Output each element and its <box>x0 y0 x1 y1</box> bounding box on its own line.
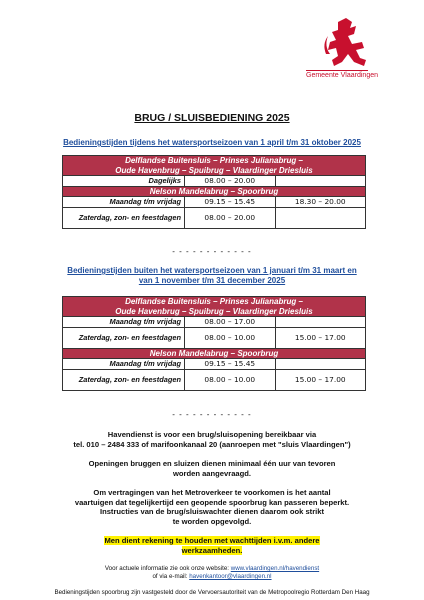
heading-line: van 1 november t/m 31 december 2025 <box>138 276 286 285</box>
text-line: worden aangevraagd. <box>172 468 252 478</box>
text-line: tel. 010 – 2484 333 of marifoonkanaal 20 (aanroepen met "sluis Vlaardingen") <box>73 439 351 449</box>
footer-info <box>20 565 404 581</box>
separator: - - - - - - - - - - - - <box>172 247 252 256</box>
row-label: Zaterdag, zon- en feestdagen <box>63 327 185 348</box>
row-label: Maandag t/m vrijdag <box>63 197 185 208</box>
logo-text: Gemeente Vlaardingen <box>306 72 378 79</box>
table-row <box>63 359 366 370</box>
email-link[interactable]: havenkantoor@vlaardingen.nl <box>189 573 272 580</box>
season1-heading: Bedieningstijden tijdens het watersportseizoen van 1 april t/m 31 oktober 2025 <box>63 138 361 147</box>
table-row <box>63 176 366 187</box>
row-time-2: 18.30 – 20.00 <box>275 197 366 208</box>
row-time-1: 08.00 – 20.00 <box>185 207 276 228</box>
row-time-2 <box>275 359 366 370</box>
title-line: Delflandse Buitensluis – Prinses Julianabrug – <box>125 297 303 306</box>
advance-notice-paragraph <box>20 459 404 478</box>
text-line: vaartuigen dat tegelijkertijd een geopende spoorbrug kan passeren beperkt. <box>74 497 350 507</box>
row-time-1: 08.00 – 10.00 <box>185 369 276 390</box>
row-time-1: 08.00 – 20.00 <box>185 176 276 187</box>
heading-line: Bedieningstijden buiten het watersportseizoen van 1 januari t/m 31 maart en <box>67 266 357 275</box>
footer-text: of via e-mail: <box>152 573 190 580</box>
table-row <box>63 369 366 390</box>
row-label: Maandag t/m vrijdag <box>63 359 185 370</box>
row-time-2: 15.00 – 17.00 <box>275 327 366 348</box>
text-line: Openingen bruggen en sluizen dienen minimaal één uur van tevoren <box>88 459 336 468</box>
season1-group1-title <box>63 156 366 176</box>
footer-text: Voor actuele informatie zie ook onze website: <box>104 565 231 572</box>
row-label: Zaterdag, zon- en feestdagen <box>63 369 185 390</box>
row-label: Maandag t/m vrijdag <box>63 317 185 328</box>
page-title: BRUG / SLUISBEDIENING 2025 <box>134 112 290 124</box>
table-row <box>63 207 366 228</box>
table-row <box>63 197 366 208</box>
logo-divider <box>306 70 368 71</box>
text-line: Om vertragingen van het Metroverkeer te voorkomen is het aantal <box>93 488 331 497</box>
lion-crest-icon <box>318 14 374 70</box>
row-label: Dagelijks <box>63 176 185 187</box>
highlight-line: Men dient rekening te houden met wachttijden i.v.m. andere <box>104 536 320 545</box>
row-time-2: 15.00 – 17.00 <box>275 369 366 390</box>
text-line: Instructies van de brug/sluiswachter dienen daarom ook strikt <box>99 507 325 516</box>
season1-table <box>62 155 366 229</box>
row-time-1: 08.00 – 10.00 <box>185 327 276 348</box>
season2-group2-title: Nelson Mandelabrug – Spoorbrug <box>63 348 366 359</box>
season2-heading <box>20 266 404 286</box>
row-time-1: 09.15 – 15.45 <box>185 359 276 370</box>
separator: - - - - - - - - - - - - <box>172 410 252 419</box>
title-line: Delflandse Buitensluis – Prinses Julianabrug – <box>125 156 303 165</box>
website-link[interactable]: www.vlaardingen.nl/havendienst <box>230 565 320 572</box>
row-time-2 <box>275 176 366 187</box>
season1-group2-title: Nelson Mandelabrug – Spoorbrug <box>63 186 366 197</box>
text-line: Havendienst is voor een brug/sluisopening bereikbaar via <box>107 430 317 439</box>
waiting-time-notice <box>20 536 404 555</box>
row-label: Zaterdag, zon- en feestdagen <box>63 207 185 228</box>
season2-table <box>62 296 366 391</box>
contact-paragraph <box>20 430 404 449</box>
table-row <box>63 317 366 328</box>
metro-paragraph <box>20 488 404 526</box>
row-time-1: 08.00 – 17.00 <box>185 317 276 328</box>
table-row <box>63 327 366 348</box>
row-time-2 <box>275 317 366 328</box>
text-line: te worden opgevolgd. <box>172 516 252 526</box>
season2-group1-title <box>63 297 366 317</box>
title-line: Oude Havenbrug – Spuibrug – Vlaardinger Driesluis <box>115 165 313 175</box>
title-line: Oude Havenbrug – Spuibrug – Vlaardinger Driesluis <box>115 306 313 316</box>
highlight-line: werkzaamheden. <box>181 545 243 555</box>
row-time-2 <box>275 207 366 228</box>
footer-note: Bedieningstijden spoorbrug zijn vastgesteld door de Vervoersautoriteit van de Metropoolregio Rotterdam Den Haag <box>54 589 370 596</box>
row-time-1: 09.15 – 15.45 <box>185 197 276 208</box>
